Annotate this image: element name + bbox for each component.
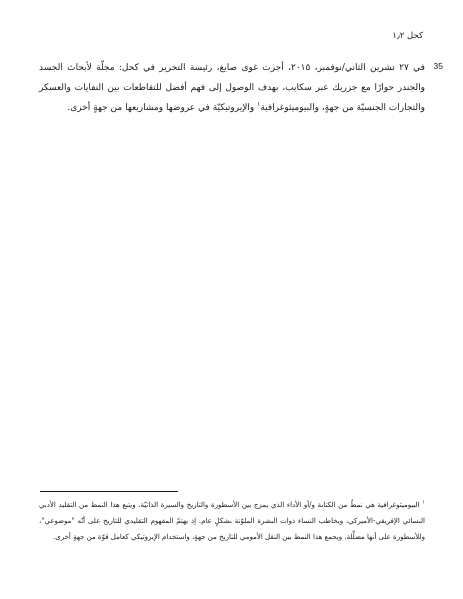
page-number: 35	[433, 61, 443, 71]
footnote	[39, 497, 425, 545]
running-header: كحل ١٫٢	[392, 31, 423, 41]
footnote-separator	[40, 491, 178, 492]
paragraph-text-end: والإيروتيكيّة في عروضها ومشاريعها من جهةٍ أخرى.	[67, 103, 258, 113]
footnote-reference[interactable]: ١	[257, 101, 261, 108]
footnote-marker: ١	[422, 499, 425, 506]
footnote-text: البيوميثوغرافية هي نمطٌ من الكتابة و/أو الأداء الذي يمزج بين الأسطورة والتاريخ والسيرة الذاتيّة. ويتبع هذا النمط من التقليد الأدبي النسائي الإفريقي-الأميركي، ويخاطب النساء ذوات البشرة الملوّنة بشكلٍ عام. إذ يهتمّ المفهوم التقليدي للتاريخ على أنّه "موضوعي"، وللأسطورة على أنها مضلِّلة. ويجمع هذا النمط بين النقل الأمومي للتاريخ من جهةٍ، واستخدام الإيروتيكي كعامل قوّة من جهةٍ أخرى.	[39, 501, 425, 541]
body-paragraph	[39, 58, 425, 118]
paragraph-text-main: في ٢٧ تشرين الثاني/نوفمبر، ٢٠١٥، أجرت غوى صايغ، رئيسة التحرير في كحل: مجلّة لأبحاث الجسد والجندر حوارًا مع جزريك عبر سكايب، بهدف الوصول إلى فهم أفضل للتقاطعات بين النفايات والعسكر والتجارات الجنسيّة من جهةٍ، والبيوميثوغرافية	[39, 63, 425, 113]
